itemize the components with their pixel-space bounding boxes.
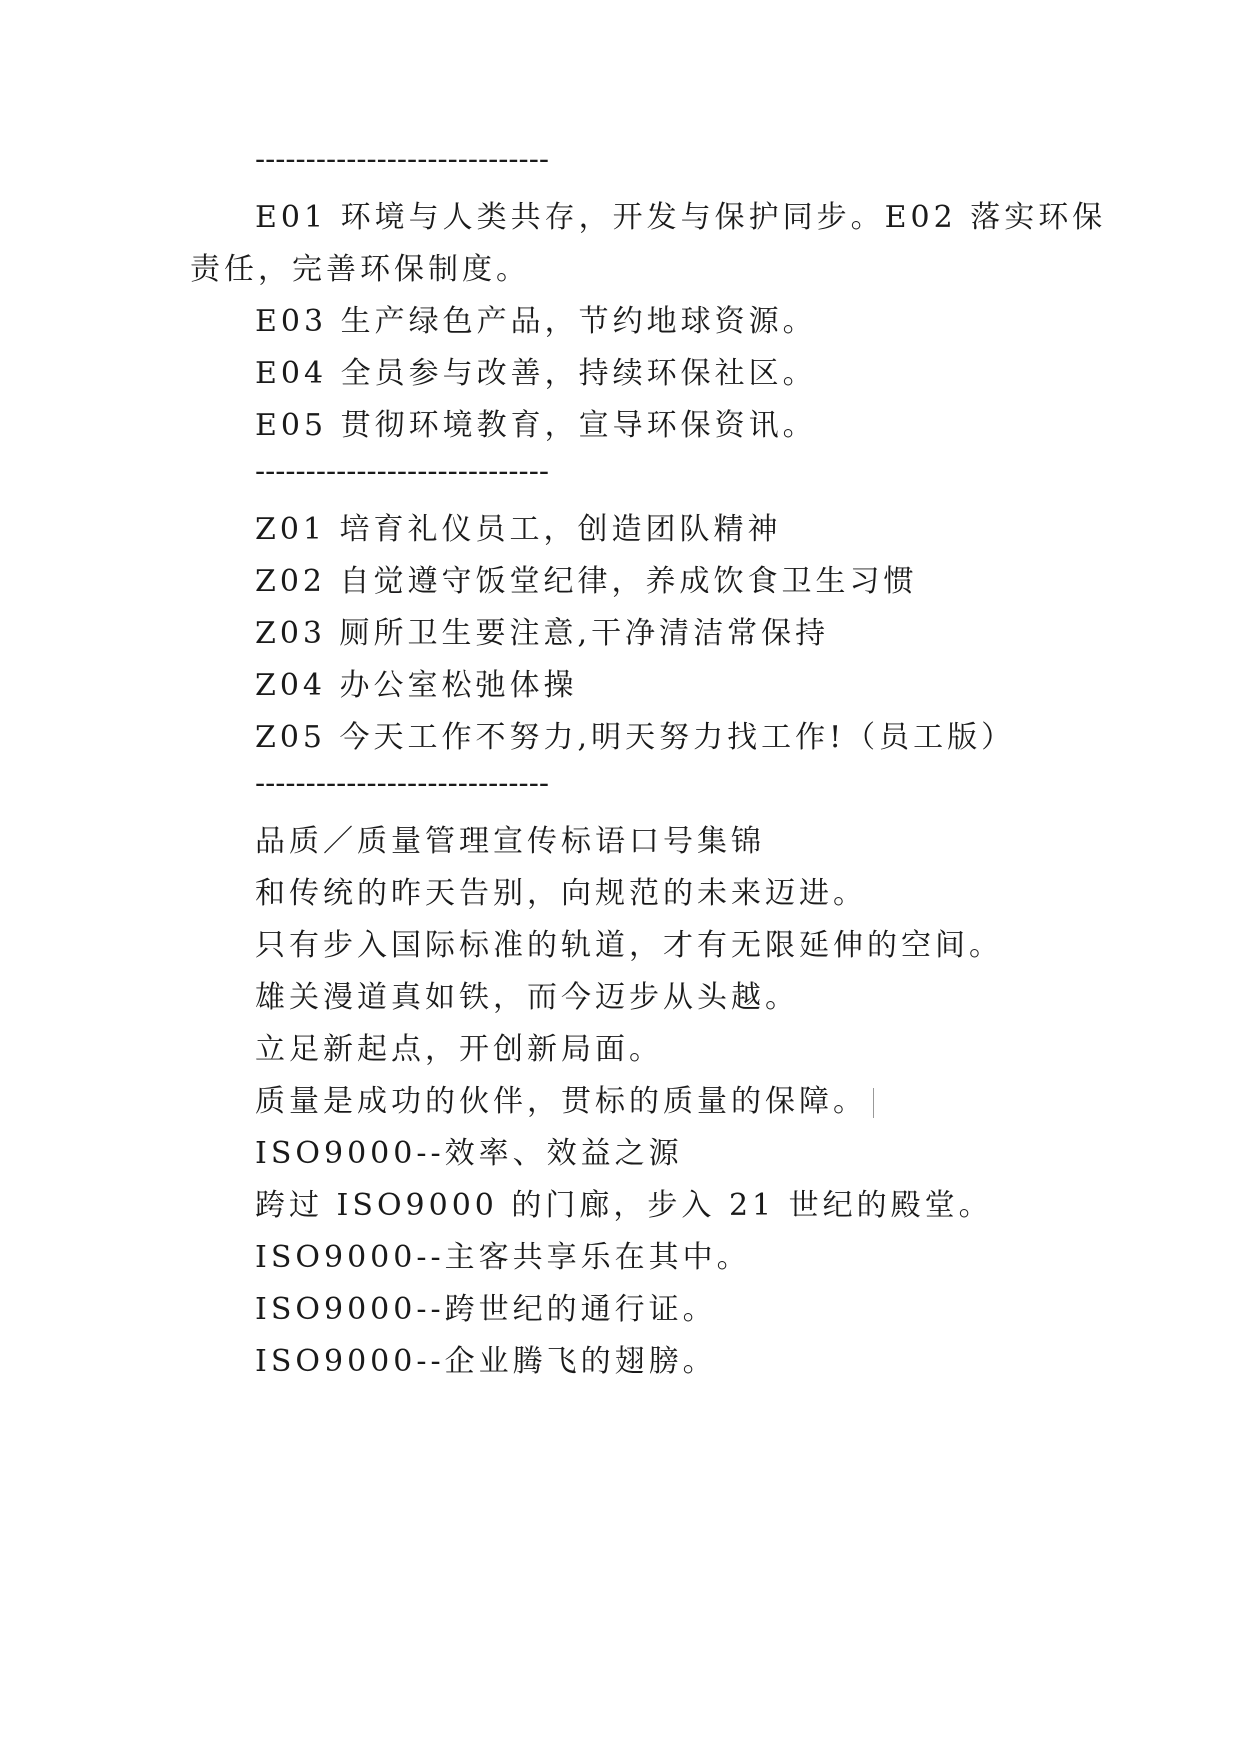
quality-item: 雄关漫道真如铁，而今迈步从头越。 bbox=[255, 980, 799, 1015]
slogan-z02: Z02 自觉遵守饭堂纪律，养成饮食卫生习惯 bbox=[255, 564, 918, 599]
text-cursor bbox=[873, 1088, 874, 1118]
quality-item: 和传统的昨天告别，向规范的未来迈进。 bbox=[255, 876, 867, 911]
quality-item: ISO9000--主客共享乐在其中。 bbox=[255, 1240, 751, 1275]
quality-item: 质量是成功的伙伴，贯标的质量的保障。 bbox=[255, 1084, 867, 1119]
quality-item: ISO9000--效率、效益之源 bbox=[255, 1136, 683, 1171]
separator-3: ----------------------------- bbox=[255, 766, 549, 801]
quality-item-with-cursor bbox=[255, 1082, 874, 1122]
quality-item: 跨过 ISO9000 的门廊，步入 21 世纪的殿堂。 bbox=[255, 1188, 993, 1223]
slogan-z04: Z04 办公室松弛体操 bbox=[255, 668, 578, 703]
slogan-e04: E04 全员参与改善，持续环保社区。 bbox=[255, 356, 817, 391]
slogan-z03: Z03 厕所卫生要注意,干净清洁常保持 bbox=[255, 616, 830, 651]
slogan-z01: Z01 培育礼仪员工，创造团队精神 bbox=[255, 512, 782, 547]
slogan-e03: E03 生产绿色产品，节约地球资源。 bbox=[255, 304, 817, 339]
slogan-e01-line2: 责任，完善环保制度。 bbox=[190, 252, 530, 287]
quality-item: 立足新起点，开创新局面。 bbox=[255, 1032, 663, 1067]
separator-1: ----------------------------- bbox=[255, 142, 549, 177]
slogan-e05: E05 贯彻环境教育，宣导环保资讯。 bbox=[255, 408, 817, 443]
separator-2: ----------------------------- bbox=[255, 454, 549, 489]
slogan-z05: Z05 今天工作不努力,明天努力找工作!（员工版） bbox=[255, 720, 1016, 755]
quality-item: ISO9000--跨世纪的通行证。 bbox=[255, 1292, 717, 1327]
quality-item: 只有步入国际标准的轨道，才有无限延伸的空间。 bbox=[255, 928, 1003, 963]
quality-heading: 品质／质量管理宣传标语口号集锦 bbox=[255, 824, 765, 859]
slogan-e01-line1: E01 环境与人类共存，开发与保护同步。E02 落实环保 bbox=[255, 200, 1107, 235]
quality-item: ISO9000--企业腾飞的翅膀。 bbox=[255, 1344, 717, 1379]
